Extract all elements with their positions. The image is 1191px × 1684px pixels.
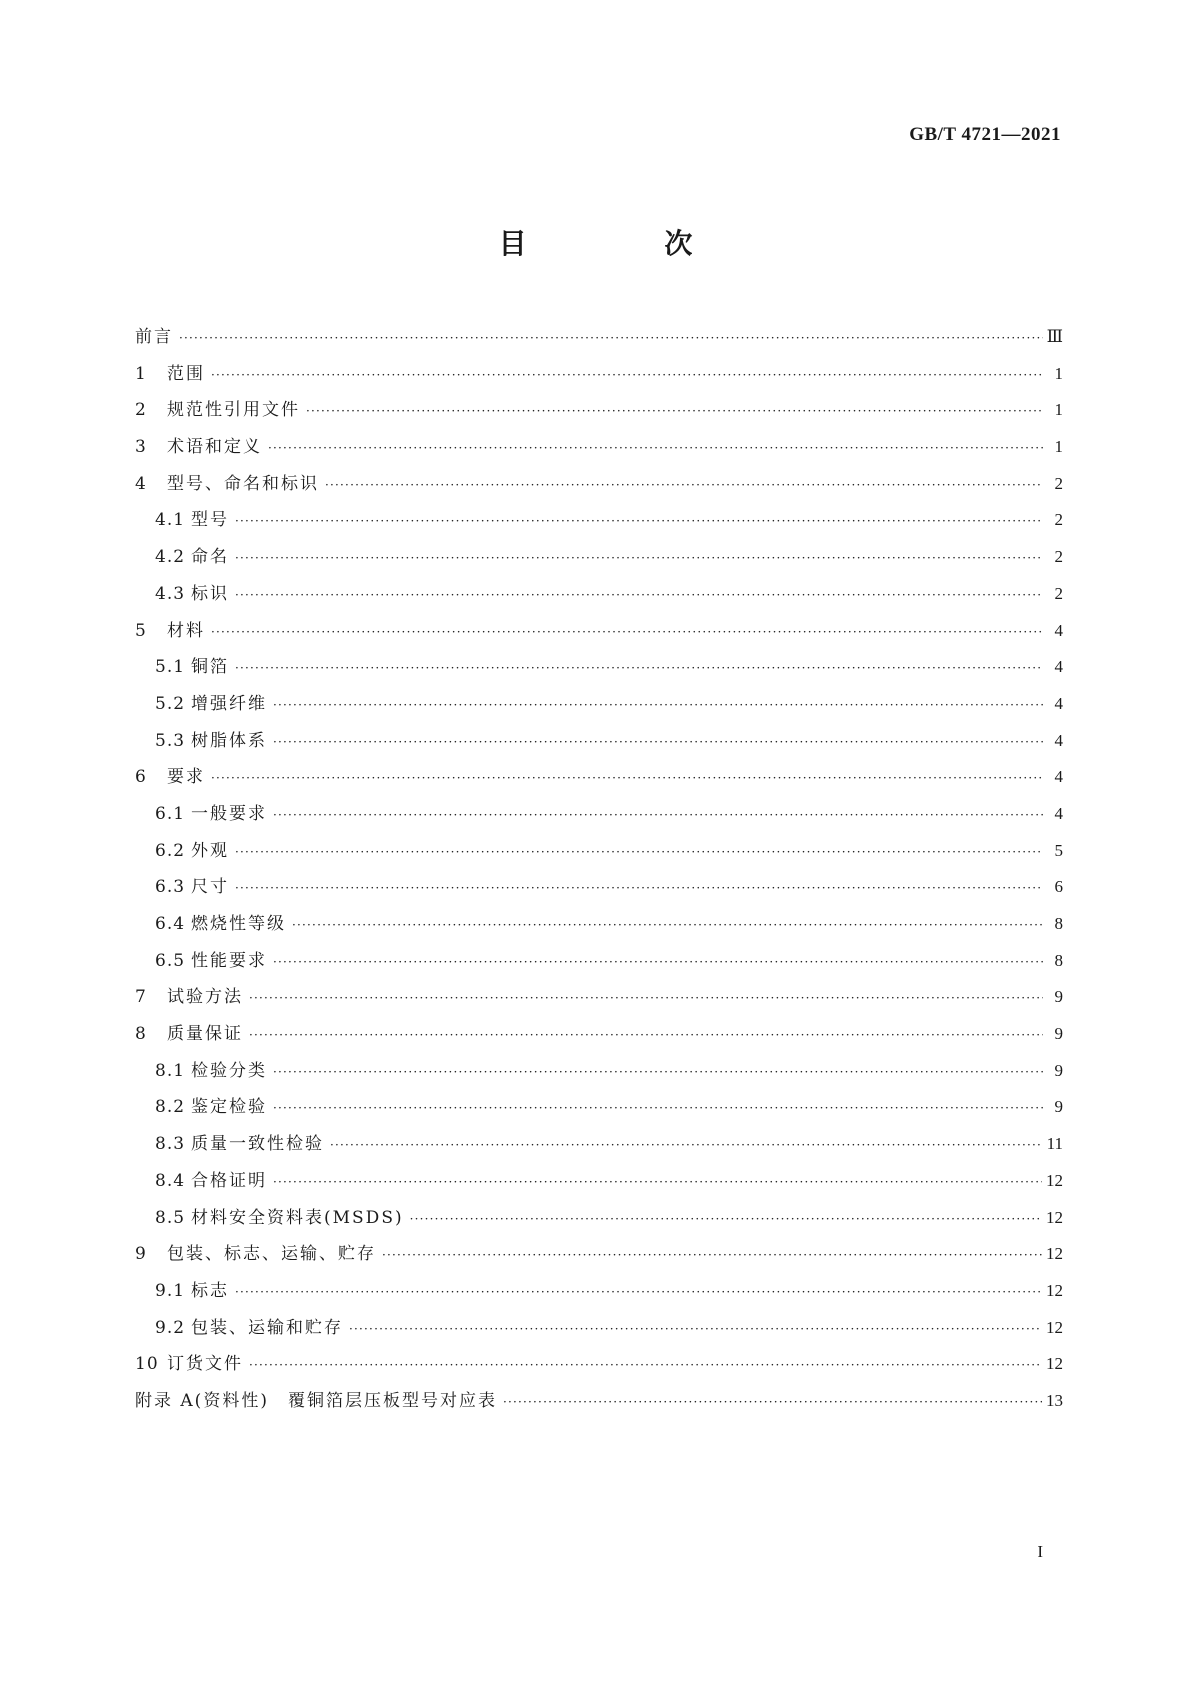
page-title: 目 次 [498, 227, 757, 260]
toc-entry[interactable] [135, 579, 1063, 616]
toc-entry-page: 9 [1054, 987, 1063, 1007]
toc-entry-page: 12 [1046, 1280, 1063, 1300]
toc-dot-leader [325, 478, 1043, 492]
toc-entry-page: 8 [1054, 950, 1063, 970]
toc-entry[interactable] [135, 982, 1063, 1019]
toc-dot-leader [503, 1395, 1042, 1409]
toc-entry-label: 型号 [191, 510, 229, 531]
toc-dot-leader [249, 991, 1043, 1005]
toc-entry[interactable] [135, 395, 1063, 432]
toc-entry[interactable] [135, 1349, 1063, 1386]
toc-entry-number: 5.3 [155, 730, 186, 751]
toc-entry-page: 1 [1054, 363, 1063, 383]
toc-dot-leader [235, 845, 1043, 859]
toc-dot-leader [330, 1138, 1043, 1152]
toc-entry-number: 8.5 [155, 1207, 186, 1228]
toc-entry[interactable] [135, 872, 1063, 909]
toc-entry-number: 6.1 [155, 803, 186, 824]
toc-entry-label: 材料安全资料表(MSDS) [191, 1207, 404, 1228]
toc-entry-number: 6.3 [155, 877, 186, 898]
toc-entry-page: 13 [1046, 1390, 1063, 1410]
toc-entry[interactable] [135, 909, 1063, 946]
toc-entry[interactable] [135, 652, 1063, 689]
toc-dot-leader [249, 1358, 1042, 1372]
toc-entry-number: 8.1 [155, 1060, 186, 1081]
toc-entry-number: 6.5 [155, 950, 186, 971]
toc-entry-number: 9 [135, 1244, 147, 1265]
toc-dot-leader [211, 368, 1043, 382]
standard-number: GB/T 4721—2021 [909, 124, 1061, 145]
toc-entry-number: 4.2 [155, 547, 186, 568]
toc-entry-label: 一般要求 [191, 803, 267, 824]
toc-entry-label: 型号、命名和标识 [167, 473, 319, 494]
toc-entry[interactable] [135, 946, 1063, 983]
toc-entry-page: 12 [1046, 1170, 1063, 1190]
toc-entry-number: 9.2 [155, 1317, 186, 1338]
toc-entry-number: 8.3 [155, 1134, 186, 1155]
toc-entry-label: 性能要求 [191, 950, 267, 971]
toc-entry-label: 前言 [135, 327, 173, 347]
toc-dot-leader [273, 698, 1043, 712]
toc-dot-leader [249, 1028, 1043, 1042]
toc-entry[interactable] [135, 542, 1063, 579]
toc-entry-page: 12 [1046, 1354, 1063, 1374]
toc-entry-label: 检验分类 [191, 1060, 267, 1081]
toc-dot-leader [235, 514, 1043, 528]
toc-entry-label: 鉴定检验 [191, 1097, 267, 1118]
toc-entry-label: 命名 [191, 547, 229, 568]
toc-entry-page: 5 [1054, 840, 1063, 860]
toc-entry-number: 9.1 [155, 1280, 186, 1301]
toc-entry-page: 4 [1054, 620, 1063, 640]
toc-entry-page: 12 [1046, 1244, 1063, 1264]
toc-dot-leader [273, 1101, 1043, 1115]
toc-entry-number: 5.1 [155, 657, 186, 678]
toc-entry-label: 质量一致性检验 [191, 1134, 324, 1155]
toc-entry-page: 4 [1054, 803, 1063, 823]
toc-dot-leader [235, 661, 1043, 675]
toc-entry-label: 包装、标志、运输、贮存 [167, 1244, 376, 1265]
toc-entry[interactable] [135, 1276, 1063, 1313]
toc-entry-page: 6 [1054, 877, 1063, 897]
toc-dot-leader [349, 1322, 1042, 1336]
toc-entry-page: 2 [1054, 510, 1063, 530]
toc-entry-label: 包装、运输和贮存 [191, 1317, 343, 1338]
toc-entry-number: 4.3 [155, 583, 186, 604]
toc-dot-leader [382, 1248, 1042, 1262]
toc-entry-label: 铜箔 [191, 657, 229, 678]
toc-entry-page: 4 [1054, 693, 1063, 713]
toc-entry-number: 6.4 [155, 914, 186, 934]
toc-entry-number: 2 [135, 400, 147, 421]
toc-entry[interactable] [135, 1129, 1063, 1166]
toc-entry-page: 9 [1054, 1060, 1063, 1080]
toc-entry-page: 2 [1054, 473, 1063, 493]
toc-entry-label: 标识 [191, 583, 229, 604]
toc-entry-page: 11 [1046, 1134, 1063, 1154]
toc-dot-leader [235, 551, 1043, 565]
toc-entry-label: 订货文件 [167, 1354, 243, 1375]
toc-dot-leader [273, 735, 1043, 749]
toc-dot-leader [235, 881, 1043, 895]
toc-entry-page: 4 [1054, 730, 1063, 750]
toc-entry[interactable] [135, 1203, 1063, 1240]
toc-entry-number: 4 [135, 473, 147, 494]
toc-dot-leader [273, 1065, 1043, 1079]
toc-entry-label: 树脂体系 [191, 730, 267, 751]
toc-dot-leader [211, 625, 1043, 639]
toc-entry-page: Ⅲ [1046, 327, 1063, 346]
toc-entry-label: 材料 [167, 620, 205, 641]
toc-entry-number: 5.2 [155, 693, 186, 714]
toc-entry-number: 8 [135, 1024, 147, 1045]
toc-entry[interactable] [135, 1092, 1063, 1129]
toc-entry-page: 1 [1054, 400, 1063, 420]
toc-entry-number: 6.2 [155, 840, 186, 861]
toc-entry[interactable] [135, 1166, 1063, 1203]
toc-entry-number: 6 [135, 767, 147, 788]
toc-entry-page: 2 [1054, 547, 1063, 567]
toc-entry-page: 1 [1054, 437, 1063, 457]
toc-entry-number: 7 [135, 987, 147, 1008]
toc-entry[interactable] [135, 359, 1063, 396]
toc-entry-label: 质量保证 [167, 1024, 243, 1045]
toc-entry-label: 试验方法 [167, 987, 243, 1008]
toc-entry[interactable] [135, 689, 1063, 726]
toc-dot-leader [235, 588, 1043, 602]
toc-dot-leader [273, 1175, 1042, 1189]
toc-entry[interactable] [135, 616, 1063, 653]
toc-entry[interactable] [135, 1056, 1063, 1093]
toc-dot-leader [292, 918, 1043, 932]
toc-entry-number: 8.4 [155, 1170, 186, 1191]
table-of-contents [135, 322, 1063, 1423]
toc-entry-page: 12 [1046, 1207, 1063, 1227]
toc-entry-page: 9 [1054, 1097, 1063, 1117]
toc-entry-label: 规范性引用文件 [167, 400, 300, 421]
page-number: I [1037, 1542, 1043, 1561]
toc-entry-number: 10 [135, 1354, 159, 1375]
toc-dot-leader [273, 808, 1043, 822]
toc-entry-label: 附录 A(资料性) 覆铜箔层压板型号对应表 [135, 1390, 497, 1411]
toc-entry[interactable] [135, 762, 1063, 799]
toc-entry-label: 燃烧性等级 [191, 914, 286, 934]
toc-entry[interactable] [135, 469, 1063, 506]
toc-entry-label: 要求 [167, 767, 205, 788]
toc-entry[interactable] [135, 799, 1063, 836]
toc-entry-label: 外观 [191, 840, 229, 861]
toc-entry-page: 12 [1046, 1317, 1063, 1337]
toc-entry-number: 3 [135, 437, 147, 458]
toc-entry-number: 4.1 [155, 510, 186, 531]
toc-entry[interactable] [135, 1019, 1063, 1056]
toc-entry-page: 4 [1054, 767, 1063, 787]
toc-entry-label: 尺寸 [191, 877, 229, 898]
toc-entry-label: 标志 [191, 1280, 229, 1301]
toc-entry-page: 8 [1054, 914, 1063, 933]
toc-entry[interactable] [135, 432, 1063, 469]
toc-dot-leader [273, 955, 1043, 969]
toc-dot-leader [410, 1212, 1042, 1226]
toc-dot-leader [211, 771, 1043, 785]
toc-entry-number: 1 [135, 363, 147, 384]
toc-entry-number: 5 [135, 620, 147, 641]
toc-entry-number: 8.2 [155, 1097, 186, 1118]
toc-entry[interactable] [135, 1239, 1063, 1276]
toc-entry-label: 增强纤维 [191, 693, 267, 714]
toc-entry[interactable] [135, 322, 1063, 359]
toc-entry-label: 合格证明 [191, 1170, 267, 1191]
toc-entry-page: 2 [1054, 583, 1063, 603]
toc-entry[interactable] [135, 726, 1063, 763]
toc-entry-label: 范围 [167, 363, 205, 384]
toc-entry-page: 4 [1054, 657, 1063, 677]
toc-dot-leader [179, 331, 1043, 345]
toc-entry-page: 9 [1054, 1024, 1063, 1044]
toc-dot-leader [306, 404, 1043, 418]
toc-entry[interactable] [135, 1313, 1063, 1350]
toc-dot-leader [268, 441, 1043, 455]
toc-entry[interactable] [135, 1386, 1063, 1423]
toc-dot-leader [235, 1285, 1042, 1299]
toc-entry[interactable] [135, 836, 1063, 873]
toc-entry-label: 术语和定义 [167, 437, 262, 458]
toc-entry[interactable] [135, 505, 1063, 542]
